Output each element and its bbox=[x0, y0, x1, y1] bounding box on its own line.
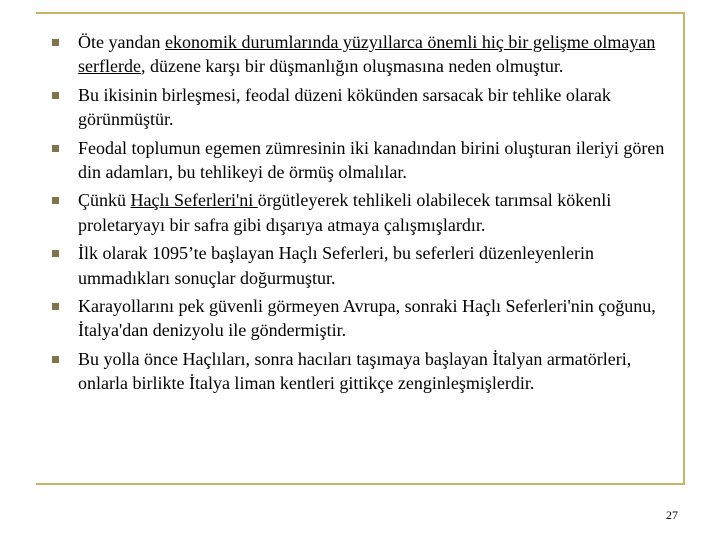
bullet-item bbox=[52, 136, 682, 185]
page-number: 27 bbox=[666, 508, 678, 522]
bottom-border-line bbox=[36, 483, 685, 485]
bullet-item bbox=[52, 347, 682, 396]
square-bullet-icon bbox=[52, 145, 59, 152]
bullet-text-post: , düzene karşı bir düşmanlığın oluşmasına neden olmuştur. bbox=[140, 56, 564, 77]
top-border-line bbox=[36, 12, 683, 14]
square-bullet-icon bbox=[52, 197, 59, 204]
bullet-text-pre: Bu ikisinin birleşmesi, feodal düzeni kökünden sarsacak bir tehlike olarak görünmüştür. bbox=[78, 84, 611, 130]
bullet-item bbox=[52, 188, 682, 237]
bullet-item bbox=[52, 294, 682, 343]
square-bullet-icon bbox=[52, 356, 59, 363]
bullet-item bbox=[52, 30, 682, 79]
square-bullet-icon bbox=[52, 250, 59, 257]
bullet-text-pre: İlk olarak 1095’te başlayan Haçlı Seferleri, bu seferleri düzenleyenlerin ummadıkları sonuçlar doğurmuştur. bbox=[78, 243, 594, 288]
bullet-text-pre: Çünkü bbox=[78, 190, 131, 211]
bullet-item bbox=[52, 83, 682, 132]
bullet-list bbox=[52, 30, 682, 400]
right-border-line bbox=[683, 12, 685, 485]
underlined-text: Haçlı Seferleri'ni bbox=[130, 190, 258, 211]
bullet-item bbox=[52, 241, 682, 290]
square-bullet-icon bbox=[52, 303, 59, 310]
underlined-text: ekonomik durumlarında yüzyıllarca önemli hiç bir gelişme olmayan serflerde bbox=[78, 32, 656, 77]
square-bullet-icon bbox=[52, 39, 59, 46]
bullet-text-pre: Karayollarını pek güvenli görmeyen Avrupa, sonraki Haçlı Seferleri'nin çoğunu, İtalya'dan denizyolu ile göndermiştir. bbox=[78, 296, 656, 341]
bullet-text-pre: Öte yandan bbox=[78, 32, 165, 52]
bullet-text-pre: Feodal toplumun egemen zümresinin iki kanadından birini oluşturan ileriyi gören din adamları, bu tehlikeyi de örmüş olmalılar. bbox=[78, 137, 665, 183]
bullet-text-pre: Bu yolla önce Haçlıları, sonra hacıları taşımaya başlayan İtalyan armatörleri, onlarla birlikte İtalya liman kentleri gittikçe zenginleşmişlerdir. bbox=[78, 348, 632, 394]
bullet-text-post: örgütleyerek tehlikeli olabilecek tarımsal kökenli proletaryayı bir safra gibi dışarıya atmaya çalışmışlardır. bbox=[78, 190, 612, 235]
square-bullet-icon bbox=[52, 92, 59, 99]
